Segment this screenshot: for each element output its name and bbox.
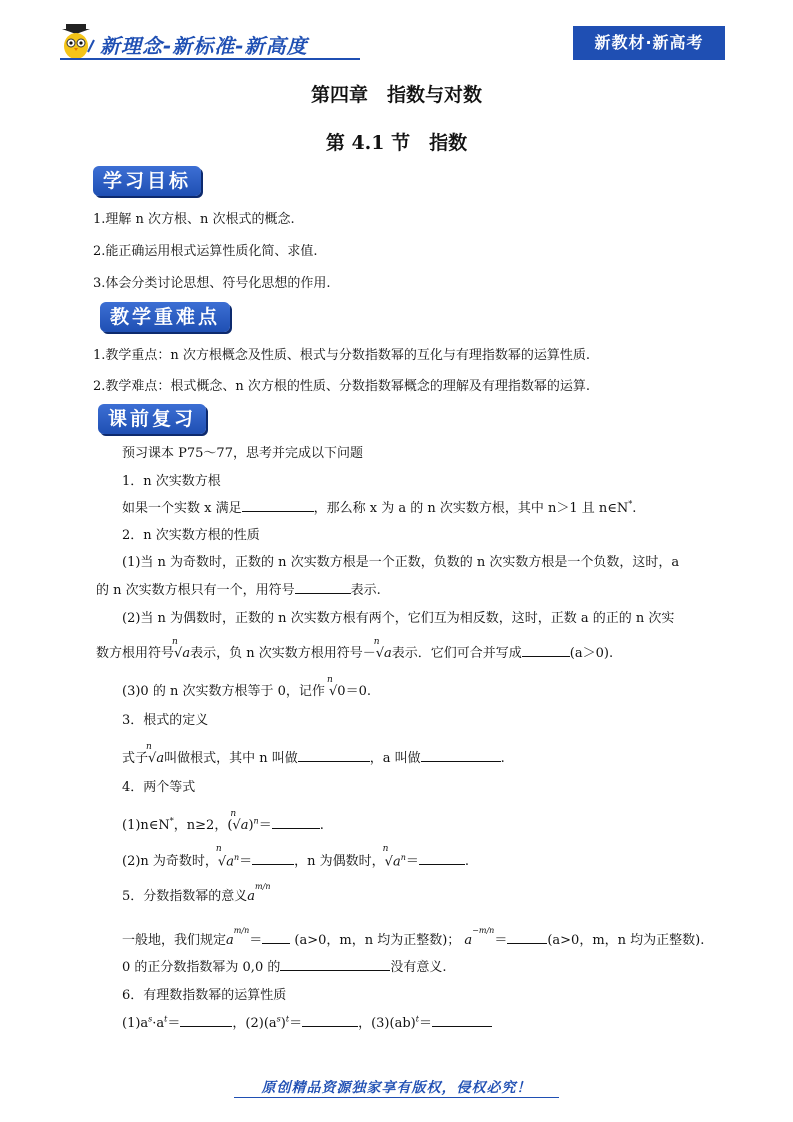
preview-heading-4: 4．两个等式 xyxy=(122,780,196,795)
preview-para-4-2: (2)n 为奇数时， n $√a^n=$ ，n 为偶数时， n $√a^n=$ . xyxy=(122,843,470,869)
chapter-title: 第四章 指数与对数 xyxy=(310,84,482,106)
preview-para-2-3: (3)0 的 n 次实数方根等于 0，记作 n √0＝0. xyxy=(122,675,371,699)
preview-para-4-1: (1)n∈N*，n≥2，( n √a)$^n$＝ . xyxy=(122,809,324,833)
key-point-item: 2.教学难点：根式概念、n 次方根的性质、分数指数幂概念的理解及有理指数幂的运算. xyxy=(93,379,591,394)
preview-intro: 预习课本 P75～77，思考并完成以下问题 xyxy=(122,446,363,461)
preview-heading-5: 5．分数指数幂的意义$a^{m/n}$ xyxy=(122,881,271,904)
preview-para-2-2: (2)当 n 为偶数时，正数的 n 次实数方根有两个，它们互为相反数，这时，正数 a 的正的 n 次实 xyxy=(122,611,675,626)
section-title: 第 4.1 节 指数 xyxy=(325,132,468,154)
radical-expression: n √a xyxy=(146,742,165,766)
header-badge: 新教材·新高考 xyxy=(573,26,725,60)
radical-expression: n √a xyxy=(172,637,191,661)
goal-item: 3.体会分类讨论思想、符号化思想的作用. xyxy=(93,276,331,291)
preview-heading-2: 2．n 次实数方根的性质 xyxy=(122,528,260,543)
footer-copyright: 原创精品资源独家享有版权，侵权必究！ xyxy=(261,1080,532,1096)
key-point-item: 1.教学重点：n 次方根概念及性质、根式与分数指数幂的互化与有理指数幂的运算性质. xyxy=(93,348,591,363)
preview-heading-3: 3．根式的定义 xyxy=(122,713,209,728)
footer-underline xyxy=(234,1097,559,1098)
preview-para-6: $(1)a^s\cdot a^t=$ ，$(2)(a^s)^t=$ ，(3)(ab)$^t$＝ xyxy=(122,1012,492,1031)
preview-para-5-2: 0 的正分数指数幂为 0,0 的 没有意义. xyxy=(122,960,447,975)
preview-heading-1: 1．n 次实数方根 xyxy=(122,474,221,489)
header-underline xyxy=(60,58,360,60)
radical-expression: n $√a^n$ xyxy=(215,843,240,869)
preview-banner: 课前复习 xyxy=(98,404,206,434)
goal-item: 2.能正确运用根式运算性质化简、求值. xyxy=(93,244,318,259)
key-points-banner: 教学重难点 xyxy=(100,302,230,332)
preview-para-3: 式子 n √a叫做根式，其中 n 叫做 ，a 叫做 . xyxy=(122,742,505,766)
header-slogan: 新理念-新标准-新高度 xyxy=(100,34,308,58)
preview-para-2-1-cont: 的 n 次实数方根只有一个，用符号 表示. xyxy=(96,583,381,598)
preview-para-2-1: (1)当 n 为奇数时，正数的 n 次实数方根是一个正数，负数的 n 次实数方根是一个负数，这时，a xyxy=(122,555,680,570)
radical-expression: n √a xyxy=(373,637,392,661)
preview-heading-6: 6．有理数指数幂的运算性质 xyxy=(122,988,287,1003)
radical-expression: n √a xyxy=(230,809,249,833)
goals-banner: 学习目标 xyxy=(93,166,201,196)
owl-mascot-logo xyxy=(56,22,96,62)
preview-para-2-2-cont: 数方根用符号 n √a表示，负 n 次实数方根用符号－ n √a表示．它们可合并写成 (a＞0). xyxy=(96,637,614,661)
preview-para-5-1: 一般地，我们规定$a^{m/n}= (a>0$，m，n 均为正整数)； $a^{-m/n}= (a>0$，m，n 均为正整数). xyxy=(122,925,705,948)
preview-para-1: 如果一个实数 x 满足 ，那么称 x 为 a 的 n 次实数方根，其中 n＞1 且 n∈N*. xyxy=(122,499,637,516)
radical-expression: n $√a^n$ xyxy=(382,843,406,869)
goal-item: 1.理解 n 次方根、n 次根式的概念. xyxy=(93,212,295,227)
radical-expression: n √0 xyxy=(327,675,346,699)
